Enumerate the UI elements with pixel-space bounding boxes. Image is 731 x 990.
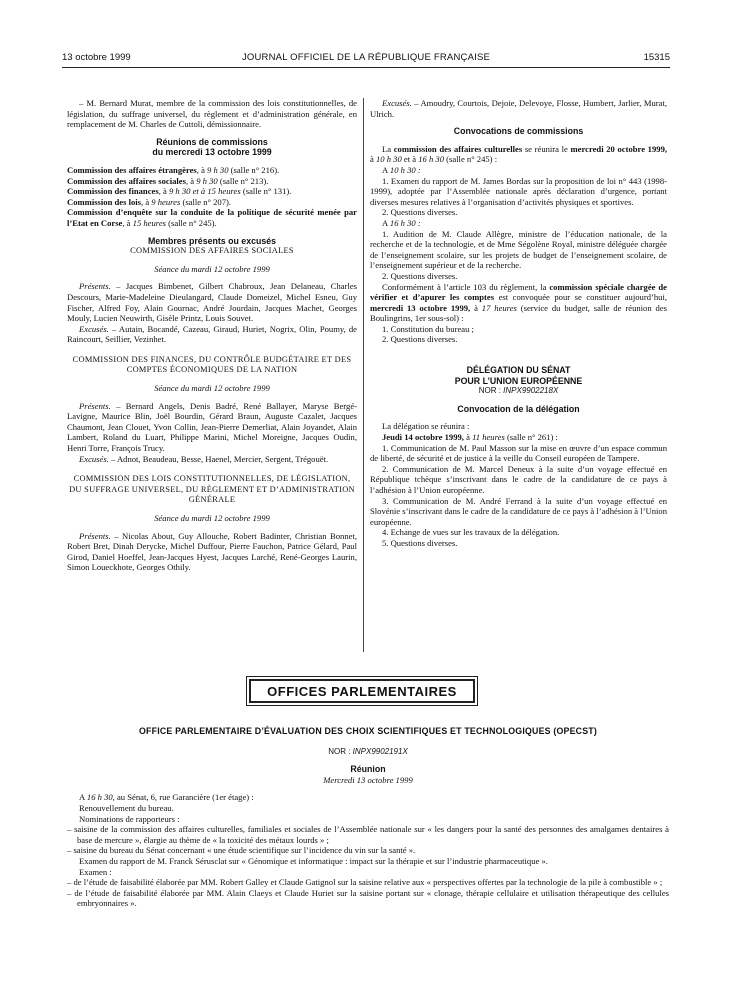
examen-item: – de l’étude de faisabilité élaborée par MM. Alain Claeys et Claude Huriet sur la saisine portant sur « clonage, thérapie cellulaire et utilisation thérapeutique des cellules embryonnaires ». — [67, 887, 669, 909]
delegation-nor: NOR : INPX9902218X — [478, 386, 559, 396]
commission-name: Commission des affaires étrangères — [67, 164, 197, 175]
article-paragraph: Conformément à l’article 103 du règlement, la commission spéciale chargée de vérifier et d’apurer les comptes est convoquée pour se constituer aujourd’hui, mercredi 13 octobre 1999, à 17 heures (service du budget, salle de réunion des Boulingrins, 1er sous-sol) : — [370, 281, 667, 324]
convocations-title: Convocations de commissions — [453, 126, 584, 137]
commission-line — [67, 186, 357, 197]
agenda-item: 2. Questions diverses. — [382, 334, 458, 345]
commission-name: Commission des finances — [67, 186, 159, 197]
agenda-item: 4. Echange de vues sur les travaux de la délégation. — [382, 527, 560, 538]
agenda-item: 3. Communication de M. André Ferrand à la suite d’un voyage effectué en Slovénie s’inscrivant dans le cadre de la candidature de ce pays à l’adhésion à l’Union européenne. — [370, 495, 667, 527]
section-title-finances: COMMISSION DES FINANCES, DU CONTRÔLE BUDGÉTAIRE ET DES COMPTES ÉCONOMIQUES DE LA NATION — [72, 354, 352, 375]
right-column — [370, 98, 667, 549]
commission-schedule-list — [67, 165, 357, 207]
agenda-item: 1. Constitution du bureau ; — [382, 323, 474, 334]
header-date: 13 octobre 1999 — [62, 52, 131, 63]
commission-name: Commission des affaires sociales — [67, 175, 186, 186]
column-divider — [363, 98, 364, 652]
examen-line: Examen : — [79, 866, 112, 877]
commission-time: 9 h 30 — [196, 175, 218, 186]
commission-time: 9 h 30 — [207, 164, 229, 175]
time-heading: A 10 h 30 : — [382, 164, 421, 175]
excuses-paragraph: Excusés. – Adnot, Beaudeau, Besse, Haenel, Mercier, Sergent, Trégouët. — [79, 453, 329, 464]
delegation-subtitle: POUR L’UNION EUROPÉENNE — [454, 375, 583, 386]
commission-room: (salle n° 213). — [217, 175, 269, 186]
examen-item: – de l’étude de faisabilité élaborée par MM. Robert Galley et Claude Gatignol sur la saisine relative aux « perspectives offertes par la technologie de la pile à combustible » ; — [67, 877, 663, 888]
reunions-subtitle: du mercredi 13 octobre 1999 — [152, 147, 272, 158]
agenda-list — [370, 324, 667, 345]
reunion-lieu: A 16 h 30, au Sénat, 6, rue Garancière (1er étage) : — [79, 792, 254, 803]
seance-date: Séance du mardi 12 octobre 1999 — [154, 383, 270, 394]
left-column — [67, 98, 357, 573]
commission-sep: , à — [196, 164, 208, 175]
section-title-affaires-sociales: COMMISSION DES AFFAIRES SOCIALES — [130, 246, 294, 256]
commission-name: Commission des lois — [67, 196, 142, 207]
offices-box-title: OFFICES PARLEMENTAIRES — [249, 679, 475, 703]
reunion-date: Mercredi 13 octobre 1999 — [323, 774, 413, 785]
agenda-list — [370, 176, 667, 218]
reunion-title: Réunion — [350, 764, 386, 775]
header-journal-title: JOURNAL OFFICIEL DE LA RÉPUBLIQUE FRANÇAISE — [241, 52, 491, 63]
agenda-item: 1. Examen du rapport de M. James Bordas sur la proposition de loi n° 443 (1998-1999), adoptée par l’Assemblée nationale après déclaration d’urgence, portant diverses mesures relatives à l’organisation d’activités physiques et sportives. — [370, 175, 667, 207]
page-header — [62, 52, 670, 66]
presents-paragraph: Présents. – Jacques Bimbenet, Gilbert Chabroux, Jean Delaneau, Charles Descours, Marie-Madeleine Dieulangard, Claude Domeizel, Michel Esneu, Guy Fischer, Alfred Foy, Alain Gournac, André Jourdain, Jacques Machet, Georges Mouly, Lucien Neuwirth, Gisèle Printz, Louis Souvet. — [67, 281, 357, 324]
reunions-title: Réunions de commissions — [156, 136, 268, 147]
time-heading: A 16 h 30 : — [382, 217, 421, 228]
nominations-line: Nominations de rapporteurs : — [79, 813, 180, 824]
rapporteur-list — [67, 824, 669, 856]
presents-paragraph: Présents. – Bernard Angels, Denis Badré, René Ballayer, Maryse Bergé-Lavigne, Maurice Blin, Joël Bourdin, Gérard Braun, Auguste Cazalet, Jacques Chaumont, Jean Clouet, Yvon Collin, Jean-Pierre Demerliat, Alain Joyandet, Alain Lambert, Roland du Luart, Philippe Marini, Michel Moreigne, Jacques Oudin, Henri Torre, François Trucy. — [67, 400, 357, 454]
agenda-item: 2. Questions diverses. — [382, 270, 458, 281]
presents-paragraph: Présents. – Nicolas About, Guy Allouche, Robert Badinter, Christian Bonnet, Robert Bret, Dinah Derycke, Michel Duffour, Pierre Fauchon, Patrice Gélard, Paul Girod, Daniel Hoeffel, Jean-Jacques Hyest, Jacques Larché, René-Georges Laurin, Simon Loueckhote, Georges Othily. — [67, 530, 357, 573]
delegation-convocation-title: Convocation de la délégation — [457, 403, 580, 414]
commission-line — [67, 197, 357, 208]
excuses-paragraph: Excusés. – Autain, Bocandé, Cazeau, Giraud, Huriet, Nogrix, Olin, Poumy, de Raincourt, Seillier, Vezinhet. — [67, 323, 357, 345]
convocation-intro: La commission des affaires culturelles se réunira le mercredi 20 octobre 1999, à 10 h 30 et à 16 h 30 (salle n° 245) : — [370, 143, 668, 165]
agenda-item: 2. Communication de M. Marcel Deneux à la suite d’un voyage effectué en République tchèque s’inscrivant dans le cadre de la candidature de ce pays à l’adhésion à l’Union européenne. — [370, 463, 667, 495]
examen-list — [67, 877, 669, 909]
commission-time: 9 h 30 et à 15 heures — [168, 186, 241, 197]
enquete-line: Commission d’enquête sur la conduite de la politique de sécurité menée par l’Etat en Corse, à 15 heures (salle n° 245). — [67, 207, 357, 228]
excuses-paragraph: Excusés. – Amoudry, Courtois, Dejoie, Delevoye, Flosse, Humbert, Jarlier, Murat, Ulrich. — [370, 98, 667, 119]
commission-line — [67, 176, 357, 187]
section-title-lois: COMMISSION DES LOIS CONSTITUTIONNELLES, DE LÉGISLATION, DU SUFFRAGE UNIVERSEL, DU RÈGLEMENT ET D’ADMINISTRATION GÉNÉRALE — [69, 474, 355, 505]
examen-rapport-line: Examen du rapport de M. Franck Sérusclat sur « Génomique et informatique : impact sur la thérapie et sur l’industrie pharmaceutique ». — [79, 855, 548, 866]
commission-sep: , à — [158, 186, 169, 197]
agenda-list — [370, 229, 667, 282]
commission-line — [67, 165, 357, 176]
commission-sep: , à — [185, 175, 197, 186]
office-title: OFFICE PARLEMENTAIRE D’ÉVALUATION DES CHOIX SCIENTIFIQUES ET TECHNOLOGIQUES (OPECST) — [139, 726, 597, 736]
agenda-item: 1. Communication de M. Paul Masson sur la mise en œuvre d’un espace commun de liberté, de sécurité et de justice à la veille du Conseil européen de Tampere. — [370, 442, 667, 464]
commission-room: (salle n° 131). — [240, 186, 292, 197]
office-nor: NOR : INPX9902191X — [328, 746, 408, 756]
commission-room: (salle n° 207). — [180, 196, 232, 207]
membres-title: Membres présents ou excusés — [147, 235, 277, 246]
delegation-date: Jeudi 14 octobre 1999, à 11 heures (salle n° 261) : — [382, 432, 558, 443]
agenda-list — [370, 443, 667, 549]
commission-room: (salle n° 216). — [228, 164, 280, 175]
header-page-number: 15315 — [643, 52, 670, 63]
rapporteur-item: – saisine de la commission des affaires culturelles, familiales et sociales de l’Assemblée nationale sur « les dangers pour la santé des personnes des amalgames dentaires à base de mercure », élargie au thème de « la toxicité des métaux lourds » ; — [67, 824, 669, 845]
opecst-section — [67, 726, 669, 909]
delegation-title: DÉLÉGATION DU SÉNAT — [466, 365, 571, 376]
seance-date: Séance du mardi 12 octobre 1999 — [154, 513, 270, 523]
delegation-reunira: La délégation se réunira : — [382, 421, 470, 432]
commission-sep: , à — [141, 196, 152, 207]
agenda-item: 5. Questions diverses. — [382, 537, 458, 548]
renouvellement-line: Renouvellement du bureau. — [79, 802, 174, 813]
offices-box — [246, 676, 478, 706]
seance-date: Séance du mardi 12 octobre 1999 — [154, 263, 270, 274]
header-rule — [62, 67, 670, 68]
intro-paragraph: – M. Bernard Murat, membre de la commission des lois constitutionnelles, de législation, du suffrage universel, du règlement et d’administration générale, en remplacement de M. Charles de Cuttoli, démissionnaire. — [67, 98, 357, 130]
agenda-item: 1. Audition de M. Claude Allègre, ministre de l’éducation nationale, de la recherche et de la technologie, et de Mme Ségolène Royal, ministre déléguée chargée de l’enseignement scolaire, sur les projets de budget de l’enseignement scolaire, de l’enseignement supérieur et de la recherche. — [370, 228, 667, 271]
agenda-item: 2. Questions diverses. — [382, 207, 458, 218]
rapporteur-item: – saisine du bureau du Sénat concernant « une étude scientifique sur l’incidence du vin sur la santé ». — [67, 845, 416, 856]
commission-time: 9 heures — [151, 196, 181, 207]
